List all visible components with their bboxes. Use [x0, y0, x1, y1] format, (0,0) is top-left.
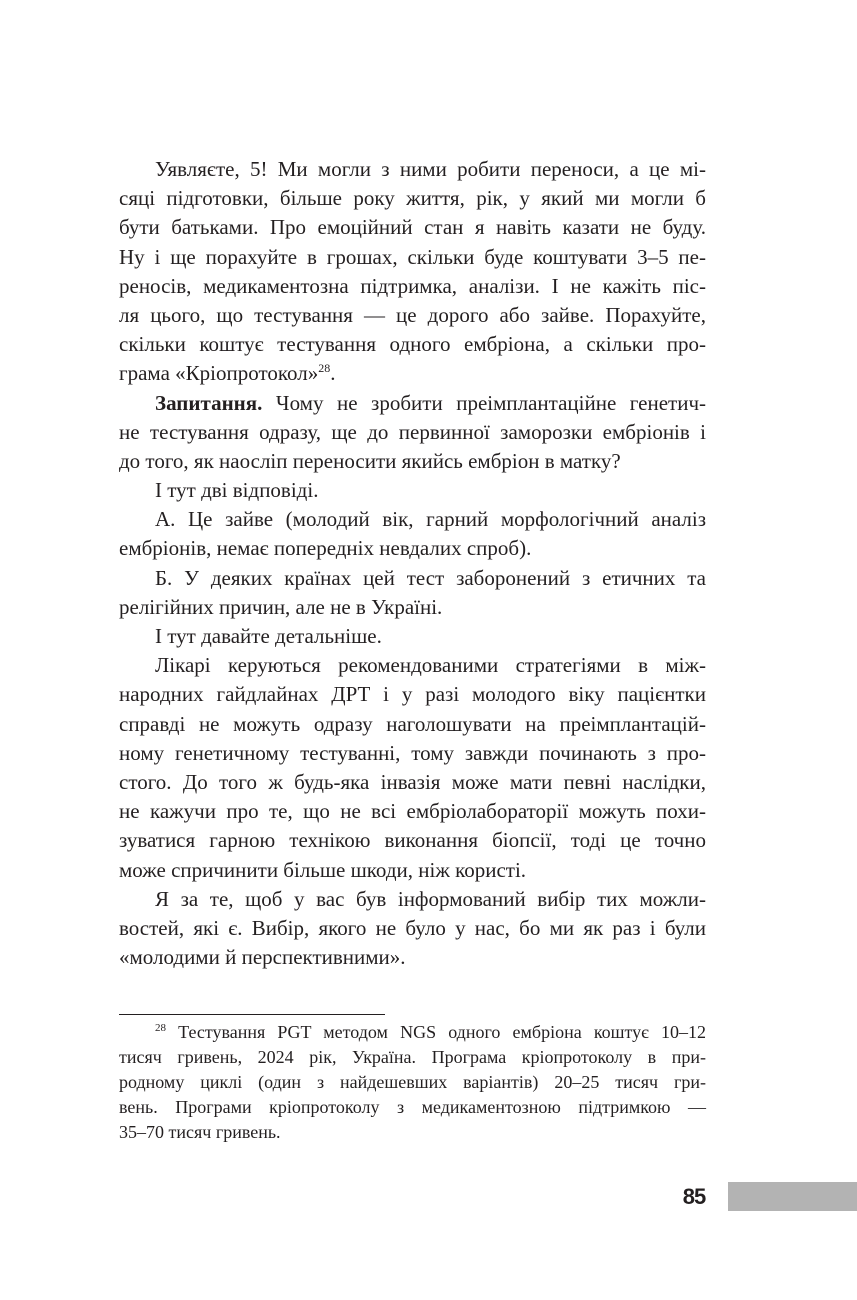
text-line: Ну і ще порахуйте в грошах, скільки буде коштувати 3–5 пе- — [119, 244, 706, 269]
text-line: не кажучи про те, що не всі ембріолабораторії можуть похи- — [119, 799, 706, 824]
page-tab-bar — [728, 1182, 857, 1211]
footnote-divider — [119, 1014, 385, 1015]
text-line: може спричинити більше шкоди, ніж користі. — [119, 857, 527, 882]
text-line: ля цього, що тестування — це дорого або зайве. Порахуйте, — [119, 302, 706, 327]
text-line — [119, 389, 706, 418]
text-line: Б. У деяких країнах цей тест заборонений з етичних та — [155, 565, 706, 590]
text-line: реносів, медикаментозна підтримка, аналізи. І не кажіть піс- — [119, 273, 706, 298]
text-line: ембріонів, немає попередніх невдалих спроб). — [119, 536, 532, 561]
text-line: востей, які є. Вибір, якого не було у нас, бо ми як раз і були — [119, 915, 706, 940]
footnote-line — [119, 1020, 706, 1045]
footnote-line: родному циклі (один з найдешевших варіантів) 20–25 тисяч гри- — [119, 1072, 706, 1092]
footnote-text: Тестування PGT методом NGS одного ембріона коштує 10–12 — [178, 1022, 707, 1042]
footnote-line: вень. Програми кріопротоколу з медикаментозною підтримкою — — [119, 1097, 706, 1117]
text-line: А. Це зайве (молодий вік, гарний морфологічний аналіз — [155, 507, 706, 532]
footnote-number: 28 — [155, 1022, 166, 1034]
text-span: грама «Кріопротокол» — [119, 361, 319, 386]
text-line — [119, 359, 706, 388]
footnote-line: тисяч гривень, 2024 рік, Україна. Програма кріопротоколу в при- — [119, 1047, 706, 1067]
question-label: Запитання. — [155, 390, 263, 415]
text-line: стого. До того ж будь-яка інвазія може мати певні наслідки, — [119, 769, 706, 794]
text-line: релігійних причин, але не в Україні. — [119, 594, 443, 619]
page-number: 85 — [682, 1184, 706, 1209]
text-line: ному генетичному тестуванні, тому завжди починають з про- — [119, 740, 706, 765]
period: . — [330, 361, 336, 386]
body-text — [119, 155, 706, 972]
text-line: до того, як наосліп переносити якийсь ембріон в матку? — [119, 448, 621, 473]
text-line: не тестування одразу, ще до первинної заморозки ембріонів і — [119, 419, 706, 444]
text-line: І тут дві відповіді. — [155, 478, 319, 503]
text-line: сяці підготовки, більше року життя, рік, у який ми могли б — [119, 186, 706, 211]
text-line: «молодими й перспективними». — [119, 945, 406, 970]
text-line: Лікарі керуються рекомендованими стратегіями в між- — [155, 653, 706, 678]
footnote-reference[interactable]: 28 — [318, 361, 331, 376]
footnote — [119, 1020, 706, 1145]
text-line: Я за те, щоб у вас був інформований вибір тих можли- — [155, 886, 706, 911]
text-line: бути батьками. Про емоційний стан я навіть казати не буду. — [119, 215, 706, 240]
text-line: Уявляєте, 5! Ми могли з ними робити переноси, а це мі- — [155, 157, 706, 181]
text-line: зуватися гарною технікою виконання біопсії, тоді це точно — [119, 828, 706, 853]
text-line: скільки коштує тестування одного ембріона, а скільки про- — [119, 332, 706, 357]
footnote-line: 35–70 тисяч гривень. — [119, 1122, 281, 1142]
text-span: Чому не зробити преімплантаційне генетич- — [275, 390, 706, 415]
text-line: народних гайдлайнах ДРТ і у разі молодого віку пацієнтки — [119, 682, 706, 707]
text-line: справді не можуть одразу наголошувати на преімплантацій- — [119, 711, 706, 736]
text-line: І тут давайте детальніше. — [155, 624, 382, 648]
